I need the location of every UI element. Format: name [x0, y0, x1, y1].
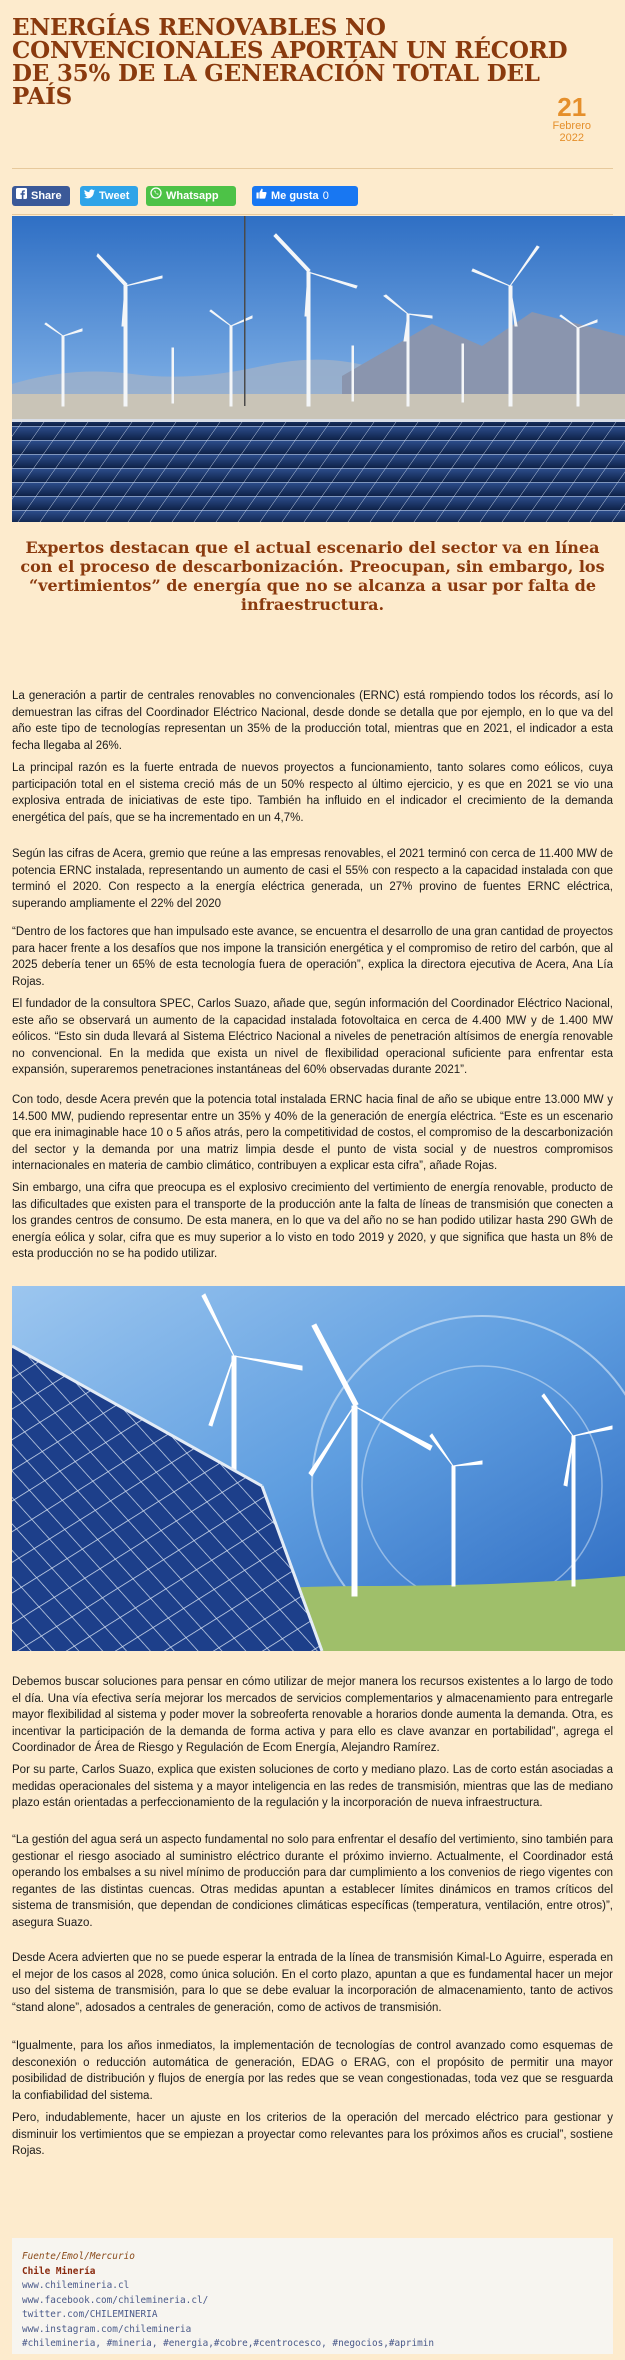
whatsapp-share-label: Whatsapp [166, 190, 219, 202]
facebook-like-button[interactable] [252, 186, 358, 206]
article-paragraph: “La gestión del agua será un aspecto fundamental no solo para enfrentar el desafío del vertimiento, sino también para gestionar el riesgo asociado al suministro eléctrico durante el próximo invierno. Actualmente, el Coordinador está operando los embalses a su nivel mínimo de producción para dar cumplimiento a los convenios de riego vigentes con regantes de las distintas cuencas. Otras medidas apuntan a establecer límites dinámicos en tramos críticos del sistema de transmisión, que dependan de condiciones climáticas específicas (temperatura, ventilación, entre otros)”, asegura Suazo. [12, 1834, 613, 1929]
date-month: Febrero [552, 120, 591, 132]
article-paragraph: Sin embargo, una cifra que preocupa es el explosivo crecimiento del vertimiento de energía renovable, producto de las dificultades que existen para el transporte de la producción ante la falta de líneas de transmisión que conecten a los grandes centros de consumo. De esta manera, en lo que va del año no se han podido utilizar hasta 290 GWh de energía eólica y solar, cifra que es muy superior a lo visto en todo 2019 y 2020, y que significa que hasta un 8% de esta producción no se ha podido utilizar. [12, 1182, 613, 1261]
wind-farm-illustration [12, 216, 625, 522]
article-paragraph: Desde Acera advierten que no se puede esperar la entrada de la línea de transmisión Kimal-Lo Aguirre, esperada en el mejor de los casos al 2028, como única solución. En el corto plazo, apuntan a que es fundamental hacer un mejor uso del sistema de transmisión, para lo que se debe evaluar la incorporación de almacenamiento, tanto de activos “stand alone”, adosados a centrales de generación, como de activos de transmisión. [12, 1952, 613, 2014]
divider [12, 168, 613, 169]
article-paragraph: La generación a partir de centrales renovables no convencionales (ERNC) está rompiendo todos los récords, así lo demuestran las cifras del Coordinador Eléctrico Nacional, desde donde se detalla que por ejemplo, en lo que va del año este tipo de tecnologías representan un 35% de la producción total, mientras que en 2021, el indicador a esta fecha llegaba al 26%. [12, 690, 613, 752]
article-paragraph: El fundador de la consultora SPEC, Carlos Suazo, añade que, según información del Coordinador Eléctrico Nacional, este año se observará un aumento de la capacidad instalada fotovoltaica en cerca de 4.400 MW y de 1.400 MW eólicos. “Esto sin duda llevará al Sistema Eléctrico Nacional a niveles de penetración altísimos de energía renovable no convencional. En la medida que exista un nivel de flexibilidad operacional suficiente para enfrentar esta expansión, superaremos penetraciones instantáneas del 60% observadas durante 2021”. [12, 998, 613, 1077]
article-title: ENERGÍAS RENOVABLES NO CONVENCIONALES APORTAN UN RÉCORD DE 35% DE LA GENERACIÓN TOTAL DEL PAÍS [12, 14, 568, 110]
solar-wind-image [12, 1286, 625, 1651]
solar-panels-illustration [12, 1286, 625, 1651]
whatsapp-icon [150, 186, 162, 206]
twitter-link[interactable]: twitter.com/CHILEMINERIA [22, 2309, 158, 2320]
like-label: Me gusta [271, 190, 319, 202]
article-paragraph: “Igualmente, para los años inmediatos, la implementación de tecnologías de control avanzado como esquemas de desconexión o reducción automática de generación, EDAG o ERAG, con el propósito de permitir una mayor posibilidad de distribución y flujos de energía por las redes que se vean congestionadas, toda vez que se resguarda la confiabilidad del sistema. [12, 2040, 613, 2102]
twitter-bird-icon [84, 186, 95, 206]
article-paragraph: La principal razón es la fuerte entrada de nuevos proyectos a funcionamiento, tanto solares como eólicos, cuya participación total en el sistema creció más de un 50% respecto al último ejercicio, y es que en 2021 se vio una explosiva entrada de iniciativas de este tipo. También ha influido en el indicador el crecimiento de la demanda energética del país, que se ha incrementado en un 4,7%. [12, 762, 613, 824]
article-paragraph: “Dentro de los factores que han impulsado este avance, se encuentra el desarrollo de una gran cantidad de proyectos para hacer frente a los desafíos que nos impone la transición energética y el compromiso de retiro del carbón, que al 2025 debería tener un 65% de esta tecnología fuera de operación”, explica la directora ejecutiva de Acera, Ana Lía Rojas. [12, 926, 613, 988]
source-credit: Fuente/Emol/Mercurio [22, 2251, 135, 2262]
website-link[interactable]: www.chilemineria.cl [22, 2280, 130, 2291]
facebook-icon [16, 186, 27, 206]
article-paragraph: Según las cifras de Acera, gremio que reúne a las empresas renovables, el 2021 terminó con cerca de 11.400 MW de potencia ERNC instalada, representando un aumento de casi el 55% con respecto a la capacidad instalada con que terminó el 2020. Con respecto a la energía eléctrica generada, un 27% provino de fuentes ERNC eléctrica, superando ampliamente el 22% del 2020 [12, 848, 613, 910]
article-paragraph: Con todo, desde Acera prevén que la potencia total instalada ERNC hacia final de año se ubique entre 13.000 MW y 14.500 MW, pudiendo representar entre un 35% y 40% de la generación de energía eléctrica. “Este es un escenario que era inimaginable hace 10 o 5 años atrás, pero la competitividad de costos, el compromiso de la descarbonización del sector y la demanda por una matriz limpia desde el punto de vista social y de nuestros compromisos internacionales en materia de cambio climático, contribuyen a explicar esta cifra”, añade Rojas. [12, 1094, 613, 1173]
hero-image-wind-solar [12, 216, 625, 522]
article-date [552, 94, 591, 144]
article-header [0, 0, 625, 166]
facebook-link[interactable]: www.facebook.com/chilemineria.cl/ [22, 2294, 209, 2306]
source-credits [12, 2238, 613, 2354]
twitter-share-label: Tweet [99, 190, 130, 202]
date-day: 21 [557, 92, 587, 122]
article-paragraph: Debemos buscar soluciones para pensar en cómo utilizar de mejor manera los recursos existentes a lo largo de todo el día. Una vía efectiva sería mejorar los mercados de servicios complementarios y almacenamiento para entregarle mayor flexibilidad al sistema y poder mover la sobreoferta renovable a horarios donde aumenta la demanda. Otra, es incentivar la participación de la demanda de forma activa y para ello es clave avanzar en portabilidad”, agrega el Coordinador de Área de Riesgo y Regulación de Ecom Energía, Alejandro Ramírez. [12, 1676, 613, 1755]
date-year: 2022 [559, 132, 584, 144]
divider [12, 214, 613, 215]
hashtags: #chilemineria, #mineria, #energia,#cobre,#centrocesco, #negocios,#aprimin [22, 2338, 435, 2349]
whatsapp-share-button[interactable] [146, 186, 236, 206]
article-paragraph: Por su parte, Carlos Suazo, explica que existen soluciones de corto y mediano plazo. Las de corto están asociadas a medidas operacionales del sistema y a mayor inteligencia en las redes de transmisión, mientras que las de mediano plazo están orientadas a perfeccionamiento de la regulación y la incorporación de nueva infraestructura. [12, 1764, 613, 1810]
article-paragraph: Pero, indudablemente, hacer un ajuste en los criterios de la operación del mercado eléctrico para gestionar y disminuir los vertimientos que se empiezan a proyectar como relevantes para los próximos años es crucial”, sostiene Rojas. [12, 2112, 613, 2158]
like-count: 0 [322, 190, 329, 202]
thumbs-up-icon [256, 186, 267, 206]
source-brand: Chile Minería [22, 2265, 96, 2277]
facebook-share-button[interactable] [12, 186, 70, 206]
twitter-share-button[interactable] [80, 186, 138, 206]
instagram-link[interactable]: www.instagram.com/chilemineria [22, 2323, 192, 2335]
article-subheadline: Expertos destacan que el actual escenario del sector va en línea con el proceso de descarbonización. Preocupan, sin embargo, los “vertimientos” de energía que no se alcanza a usar por falta de infraestructura. [20, 538, 605, 614]
facebook-share-label: Share [31, 190, 62, 202]
